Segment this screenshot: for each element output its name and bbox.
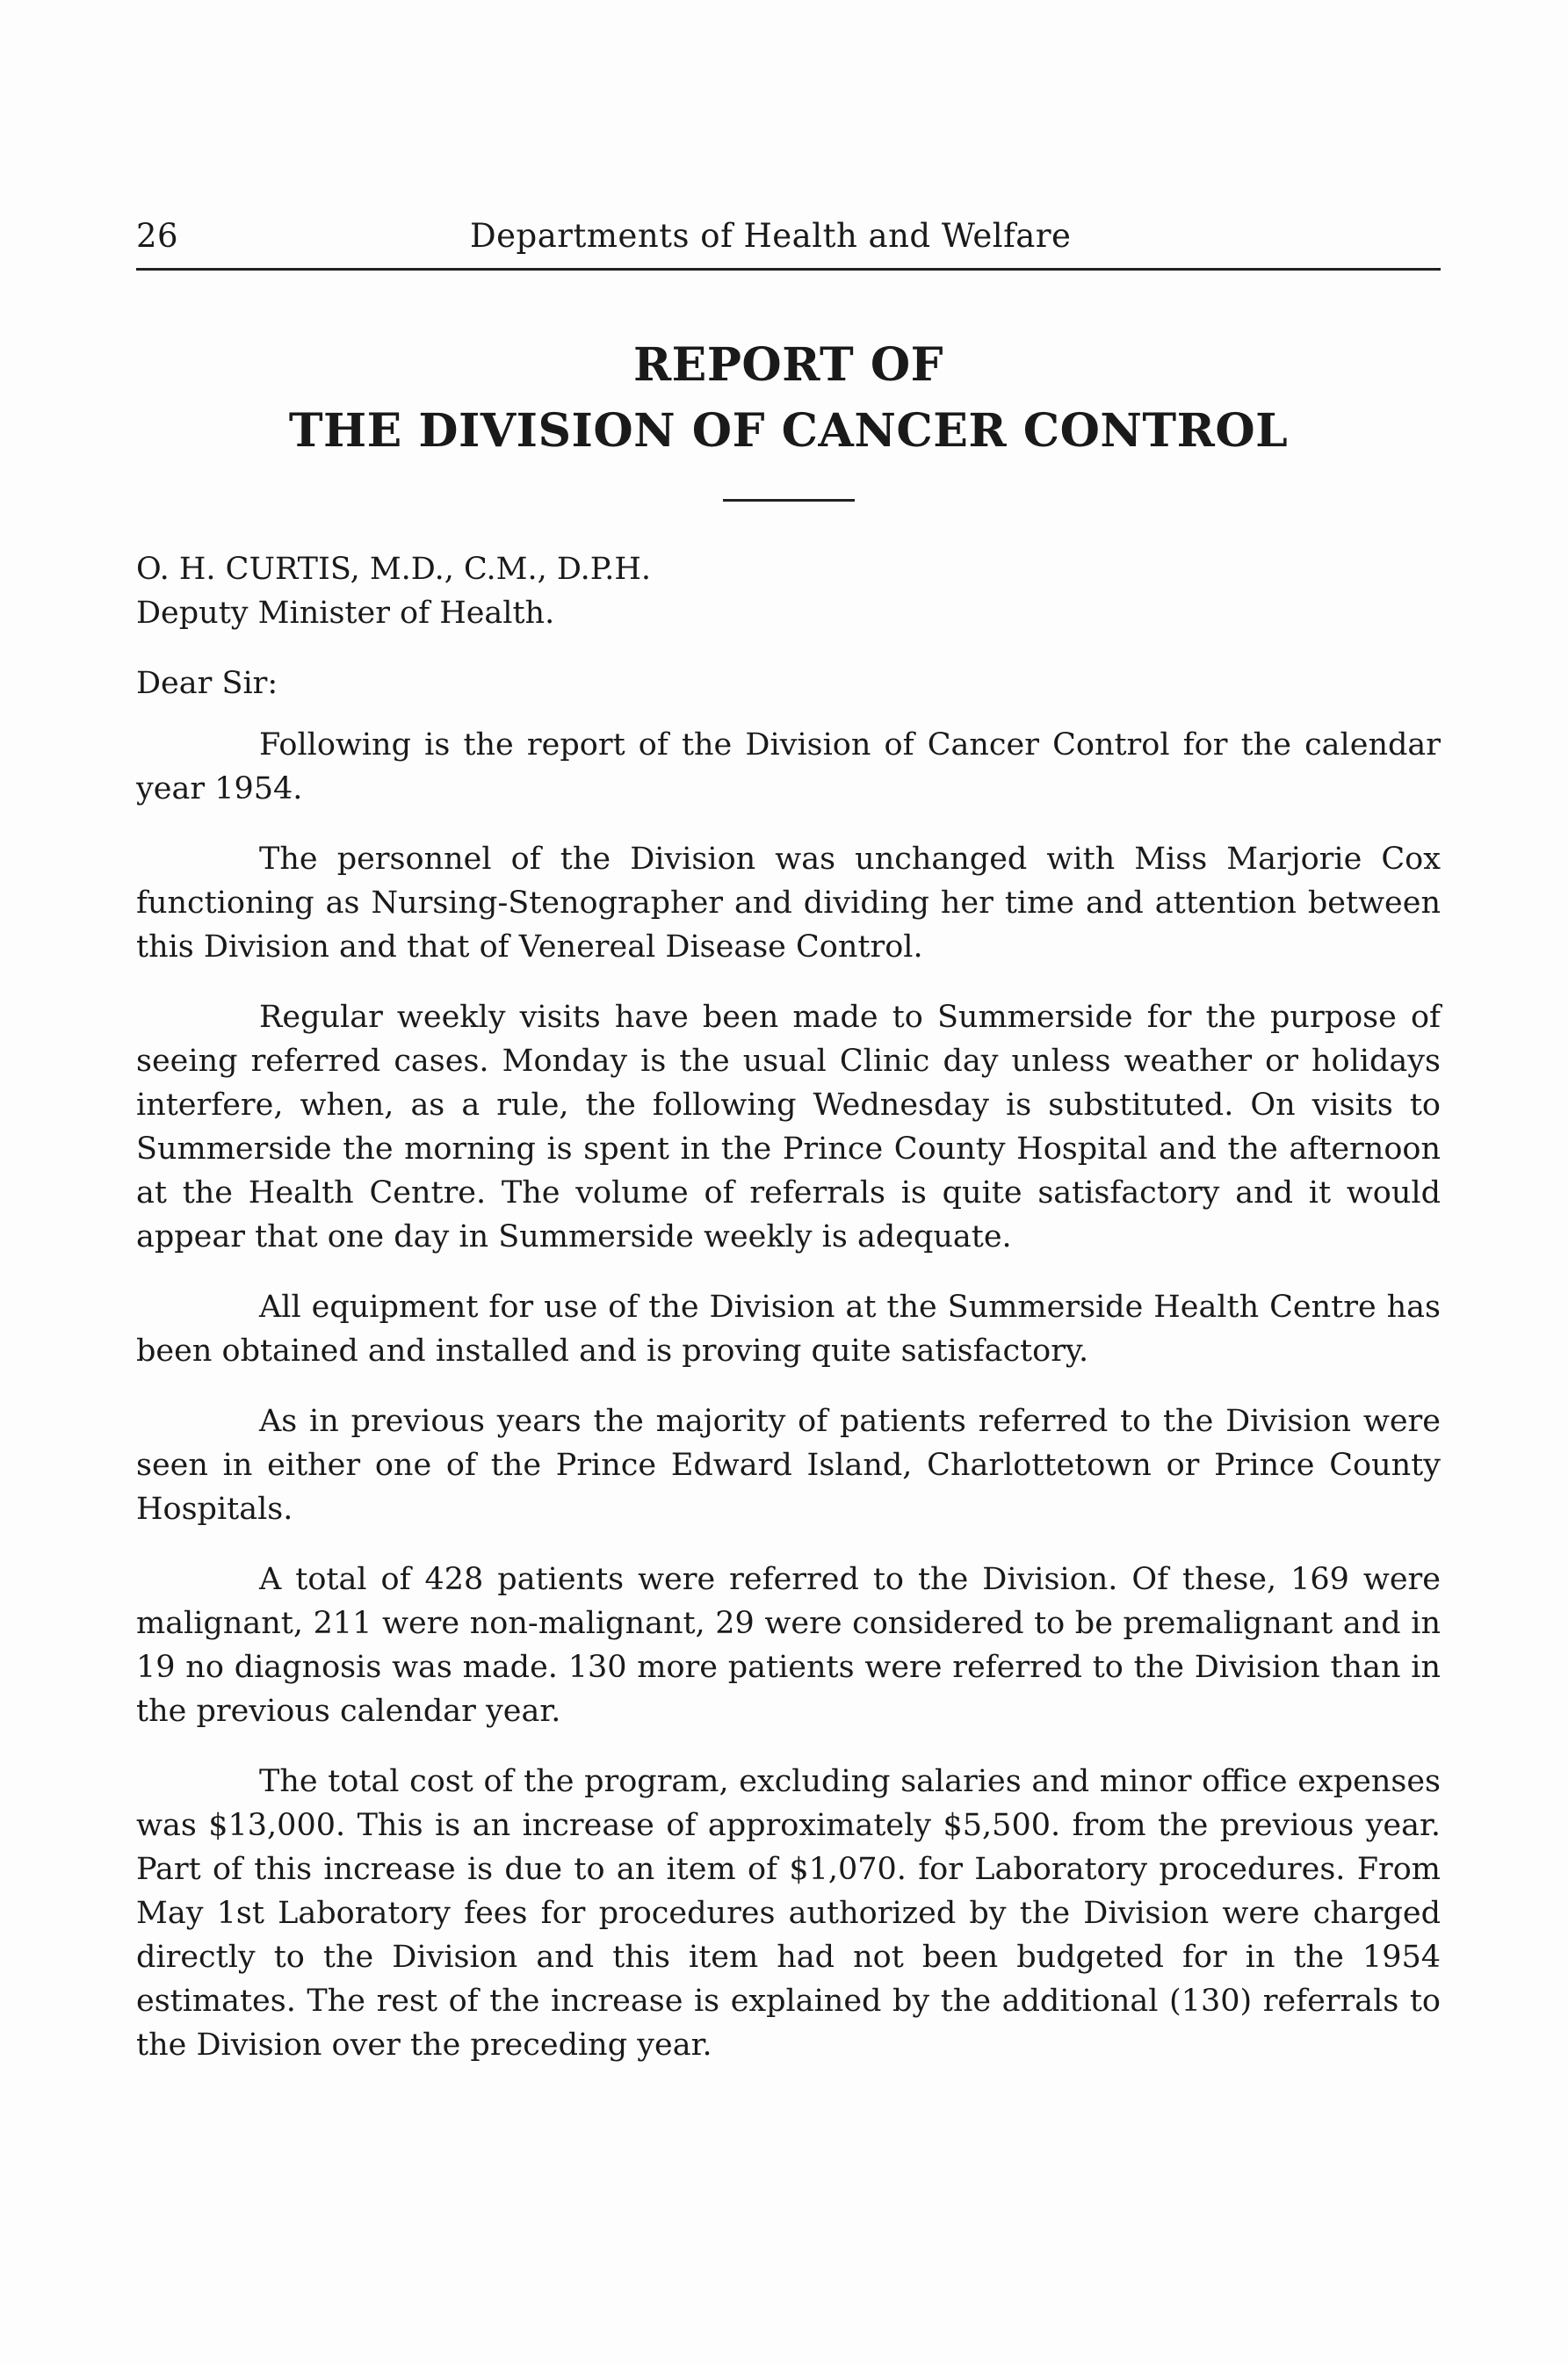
paragraph-summerside-visits: Regular weekly visits have been made to Summerside for the purpose of seeing referred cases. Monday is the usual Clinic day unless weather or holidays interfere, when, as a rule, the following Wednesday is substituted. On visits to Summerside the morning is spent in the Prince County Hospital and the afternoon at the Health Centre. The volume of referrals is quite satisfactory and it would appear that one day in Summerside weekly is adequate. xyxy=(136,1000,1441,1254)
paragraph-referral-totals: A total of 428 patients were referred to the Division. Of these, 169 were malignant, 211 were non-malignant, 29 were considered to be premalignant and in 19 no diagnosis was made. 130 more patients were referred to the Division than in the previous calendar year. xyxy=(136,1562,1441,1729)
title-rule xyxy=(723,499,855,502)
paragraph-personnel: The personnel of the Division was unchanged with Miss Marjorie Cox functioning as Nursing-Stenographer and dividing her time and attention between this Division and that of Venereal Disease Control. xyxy=(136,842,1441,965)
header-rule xyxy=(136,268,1441,271)
report-title xyxy=(136,332,1441,464)
paragraph-hospitals: As in previous years the majority of patients referred to the Division were seen in either one of the Prince Edward Island, Charlottetown or Prince County Hospitals. xyxy=(136,1404,1441,1527)
page-number: 26 xyxy=(136,217,179,255)
paragraph-program-cost: The total cost of the program, excluding salaries and minor office expenses was $13,000. This is an increase of approximately $5,500. from the previous year. Part of this increase is due to an item of $1,070. for Laboratory procedures. From May 1st Laboratory fees for procedures authorized by the Division were charged directly to the Division and this item had not been budgeted for in the 1954 estimates. The rest of the increase is explained by the additional (130) referrals to the Division over the preceding year. xyxy=(136,1764,1441,2063)
addressee-block xyxy=(136,547,1441,635)
page-content xyxy=(136,215,1441,2067)
report-body xyxy=(136,723,1441,2067)
report-title-line-2: THE DIVISION OF CANCER CONTROL xyxy=(288,404,1289,458)
report-title-line-1: REPORT OF xyxy=(632,338,944,392)
paragraph-report-intro: Following is the report of the Division of Cancer Control for the calendar year 1954. xyxy=(136,727,1441,806)
addressee-position: Deputy Minister of Health. xyxy=(136,596,555,631)
paragraph-equipment: All equipment for use of the Division at the Summerside Health Centre has been obtained and installed and is proving quite satisfactory. xyxy=(136,1290,1441,1369)
salutation: Dear Sir: xyxy=(136,666,278,701)
addressee-name: O. H. CURTIS, M.D., C.M., D.P.H. xyxy=(136,552,652,587)
running-title: Departments of Health and Welfare xyxy=(470,217,1072,255)
running-header xyxy=(136,215,1441,268)
